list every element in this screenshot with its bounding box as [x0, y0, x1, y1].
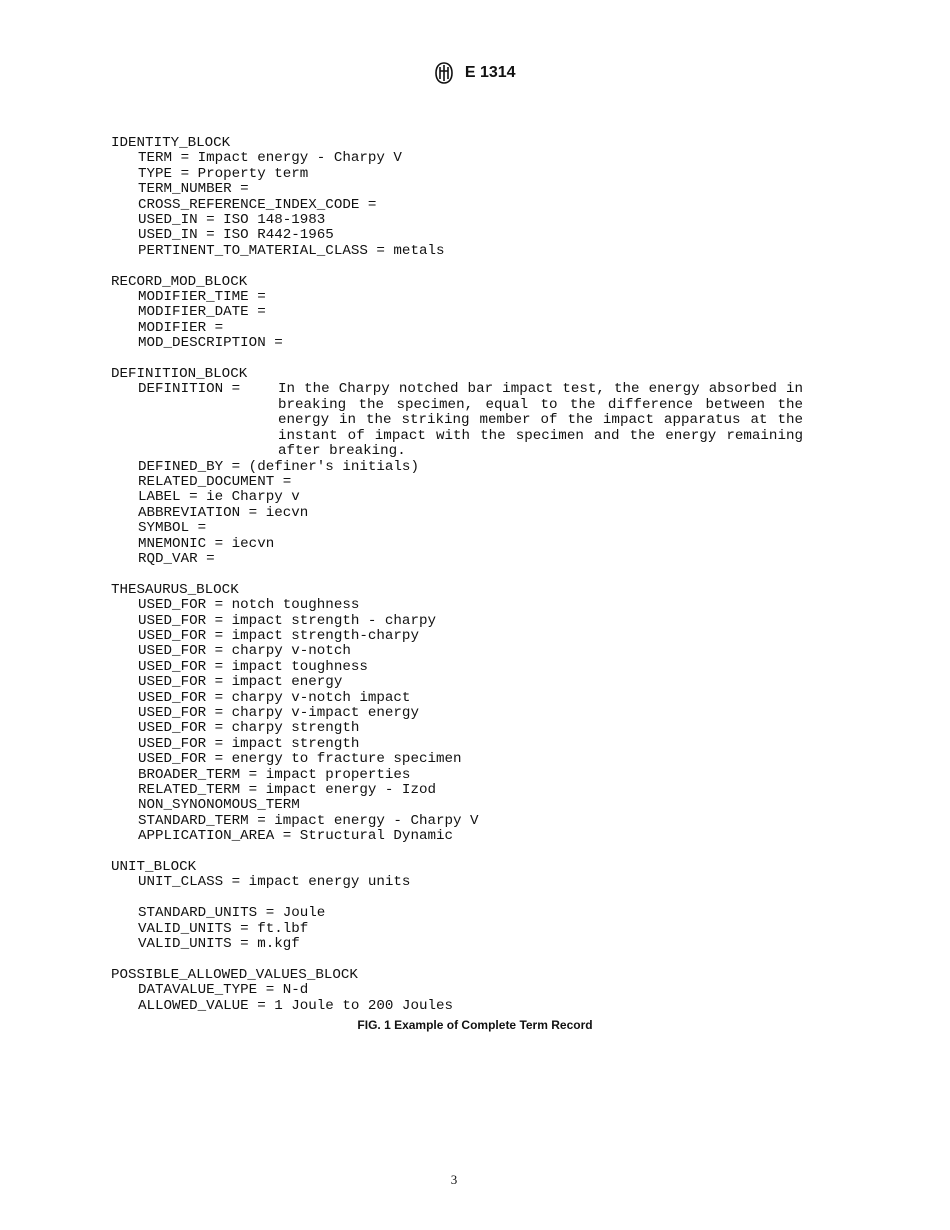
standard-designation: E 1314 [464, 64, 516, 81]
definition-key: DEFINITION = [138, 381, 241, 398]
term-record [111, 136, 831, 1029]
record-line: MNEMONIC = iecvn [138, 535, 275, 552]
record-line: PERTINENT_TO_MATERIAL_CLASS = metals [138, 242, 445, 259]
block-title: DEFINITION_BLOCK [111, 366, 248, 383]
record-line: USED_FOR = charpy v-notch impact [138, 689, 411, 706]
record-line: USED_FOR = impact strength-charpy [138, 627, 419, 644]
record-line: MODIFIER_DATE = [138, 304, 266, 321]
record-line: TYPE = Property term [138, 165, 309, 182]
record-line: USED_FOR = impact strength - charpy [138, 612, 436, 629]
definition-row [111, 382, 831, 459]
block-title: RECORD_MOD_BLOCK [111, 273, 248, 290]
record-line: BROADER_TERM = impact properties [138, 766, 411, 783]
record-line: MODIFIER = [138, 319, 224, 336]
allowed-values-block [111, 968, 831, 1014]
record-line: NON_SYNONOMOUS_TERM [138, 797, 300, 814]
record-line: USED_FOR = impact toughness [138, 658, 368, 675]
block-title: THESAURUS_BLOCK [111, 581, 239, 598]
figure-caption: FIG. 1 Example of Complete Term Record [357, 1018, 593, 1032]
record-line: USED_IN = ISO R442-1965 [138, 227, 334, 244]
record-line: ABBREVIATION = iecvn [138, 504, 309, 521]
record-line: RELATED_DOCUMENT = [138, 473, 292, 490]
record-line: CROSS_REFERENCE_INDEX_CODE = [138, 196, 377, 213]
record-line: SYMBOL = [138, 520, 207, 537]
definition-text: In the Charpy notched bar impact test, the energy absorbed in breaking the specimen, equal to the difference between the energy in the striking member of the impact apparatus at the instant of impact with the specimen and the energy remaining after breaking. [278, 381, 803, 460]
record-line: USED_FOR = charpy v-impact energy [138, 704, 419, 721]
record-line: VALID_UNITS = m.kgf [138, 936, 300, 953]
record-line: USED_FOR = charpy strength [138, 720, 360, 737]
record-line: DEFINED_BY = (definer's initials) [138, 458, 419, 475]
record-line: RELATED_TERM = impact energy - Izod [138, 782, 436, 799]
record-mod-block [111, 275, 831, 352]
record-line: STANDARD_UNITS = Joule [138, 905, 326, 922]
block-title: POSSIBLE_ALLOWED_VALUES_BLOCK [111, 966, 358, 983]
record-line: TERM_NUMBER = [138, 181, 249, 198]
block-title: IDENTITY_BLOCK [111, 135, 231, 151]
record-line: MODIFIER_TIME = [138, 289, 266, 306]
record-line: DATAVALUE_TYPE = N-d [138, 982, 309, 999]
page-header [0, 62, 950, 84]
page-number: 3 [450, 1172, 458, 1187]
record-line: VALID_UNITS = ft.lbf [138, 920, 309, 937]
thesaurus-block [111, 583, 831, 845]
record-line: TERM = Impact energy - Charpy V [138, 150, 402, 167]
record-line: USED_FOR = charpy v-notch [138, 643, 351, 660]
record-line: RQD_VAR = [138, 550, 215, 567]
record-line: MOD_DESCRIPTION = [138, 335, 283, 352]
record-line: USED_FOR = impact strength [138, 735, 360, 752]
record-line: APPLICATION_AREA = Structural Dynamic [138, 828, 454, 845]
unit-block [111, 860, 831, 952]
record-line: USED_IN = ISO 148-1983 [138, 212, 326, 229]
identity-block [111, 136, 831, 259]
record-line: STANDARD_TERM = impact energy - Charpy V [138, 812, 479, 829]
record-line: USED_FOR = impact energy [138, 674, 343, 691]
record-line: USED_FOR = notch toughness [138, 597, 360, 614]
astm-logo-icon [434, 62, 454, 84]
definition-block [111, 367, 831, 567]
record-line: USED_FOR = energy to fracture specimen [138, 751, 462, 768]
block-title: UNIT_BLOCK [111, 859, 197, 876]
record-line: LABEL = ie Charpy v [138, 489, 300, 506]
record-line: ALLOWED_VALUE = 1 Joule to 200 Joules [138, 997, 454, 1014]
record-line: UNIT_CLASS = impact energy units [138, 874, 411, 891]
